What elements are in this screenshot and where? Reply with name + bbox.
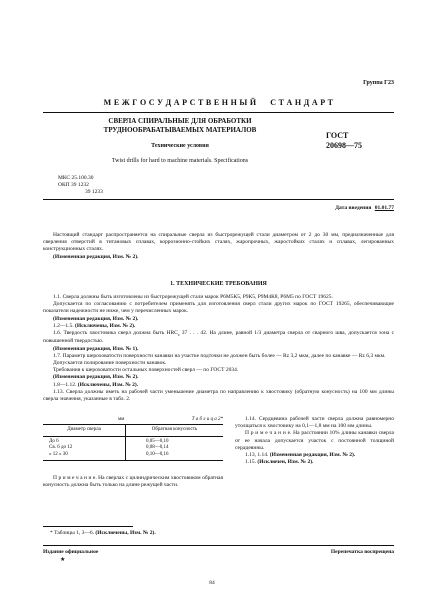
- para-1-7a: 1.7. Параметр шероховатости поверхности канавки на участке подточки не должен быть более — Rz 3,2 мкм, далее по канавке — Rz 6,3 мкм.: [53, 352, 386, 359]
- table-row: [43, 436, 223, 445]
- table-block: [43, 416, 223, 489]
- footer-official: Издание официальное: [43, 549, 99, 555]
- footer-divider: [43, 545, 394, 546]
- table-unit: мм: [118, 417, 125, 422]
- para-1-6-sub: э: [177, 332, 180, 338]
- para-1-6-frac: 1/3: [254, 330, 262, 337]
- code-okp: ОКП 39 1232: [58, 182, 89, 188]
- star-icon: ★: [60, 557, 66, 563]
- footnote-prefix: * Таблицы 1, 3—6.: [50, 530, 95, 536]
- doc-title-line1: СВЕРЛА СПИРАЛЬНЫЕ ДЛЯ ОБРАБОТКИ: [108, 117, 252, 125]
- para-1-6-edition: (Измененная редакция, Изм. № 1).: [53, 345, 139, 352]
- para-1-14: 1.14. Сердцевина рабочей части сверла должна равномерно утолщаться к хвостовику на 0,1—1,8 мм на 100 мм длины.: [235, 416, 394, 430]
- footer-reprint: Перепечатка воспрещена: [330, 549, 394, 555]
- doc-title-line2: ТРУДНООБРАБАТЫВАЕМЫХ МАТЕРИАЛОВ: [103, 126, 257, 134]
- table-cell-diameter: До 6: [43, 436, 126, 445]
- english-title: Twist drills for hard to machine materials. Specifications: [111, 158, 249, 164]
- para-1-1: 1.1. Сверла должны быть изготовлены из быстрорежущей стали марок Р6М5К5, Р9К5, Р9М4К8, Р6М5 по ГОСТ 19625.: [53, 294, 333, 300]
- intro-date: [335, 205, 394, 212]
- para-1-13-14-prefix: 1.13, 1.14.: [245, 452, 269, 459]
- para-1-7c: Требования к шероховатости остальных поверхностей сверл — по ГОСТ 2034.: [53, 367, 239, 374]
- table-note: П р и м е ч а н и е. На сверлах с цилиндрическим хвостовиком обратная конусность должна быть только на длине режущей части.: [43, 475, 223, 489]
- page-number: 84: [209, 580, 215, 586]
- table-col-diameter: Диаметр сверла: [43, 425, 126, 437]
- intro-block: [43, 232, 394, 261]
- right-column: [235, 416, 394, 466]
- table-cell-taper: 0,10—0,16: [146, 451, 169, 457]
- para-1-2: [43, 323, 394, 330]
- table-cell-taper: 0,05—0,10: [146, 438, 169, 444]
- section-body: [43, 294, 394, 403]
- footnote-bold: (Исключены, Изм. № 2).: [95, 530, 156, 536]
- para-1-15-edition: (Исключен, Изм. № 2).: [257, 459, 314, 466]
- section-heading: 1. ТЕХНИЧЕСКИЕ ТРЕБОВАНИЯ: [170, 281, 267, 287]
- footnote: [50, 530, 156, 537]
- para-1-2-prefix: 1.2—1.5.: [53, 322, 74, 329]
- intro-text: Настоящий стандарт распространяется на спиральные сверла из быстрорежущей стали диаметром от 2 до 30 мм, предназначенные для сверления отверстий в титановых сплавах, коррозионно-стойких сталях, жаропрочных, жаростойких сталях и сплавах, легированных конструкционных сталях.: [43, 232, 394, 253]
- para-1-7-edition: (Измененная редакция, Изм. № 2).: [53, 374, 139, 381]
- table-col-taper: Обратная конусность: [151, 427, 198, 432]
- group-label: Группа Г23: [363, 80, 394, 86]
- footnote-divider: [43, 526, 133, 527]
- para-1-8: [43, 382, 394, 389]
- para-1-6a: 1.6. Твердость хвостовика сверл должна быть HRC: [53, 330, 178, 337]
- intro-date-label: Дата введения: [335, 205, 372, 211]
- right-note: П р и м е ч а н и е. На расстоянии 10% длины канавки сверла от ее начала допускается участок с постоянной толщиной сердцевины.: [235, 430, 394, 451]
- standard-title: М Е Ж Г О С У Д А Р С Т В Е Н Н Ы Й С Т А Н Д А Р Т: [103, 98, 334, 107]
- intro-date-value: 01.01.77: [374, 205, 394, 211]
- intro-edition: (Измененная редакция, Изм. № 2).: [53, 253, 139, 260]
- para-1-15-prefix: 1.15.: [245, 459, 256, 466]
- para-1-2-edition: (Исключены, Изм. № 2).: [75, 322, 136, 329]
- para-1-15: [235, 459, 394, 466]
- code-mks: МКС 25.100.30: [58, 175, 94, 181]
- table-row: [43, 452, 223, 461]
- gost-number: 20698—75: [326, 141, 362, 150]
- para-1-8-edition: (Исключены, Изм. № 2).: [77, 381, 139, 388]
- para-1-1b: Допускается по согласованию с потребителем применять для изготовления сверл стали других марок по ГОСТ 19265, обеспечивающие показатели надежности не ниже, чем у перечисленных марок.: [43, 301, 394, 315]
- table-cell-diameter: » 12 » 30: [43, 452, 126, 461]
- table-cell-taper: 0,08—0,14: [146, 445, 169, 450]
- taper-table: [43, 424, 223, 461]
- para-1-13: 1.13. Сверла должны иметь на рабочей части уменьшение диаметра по направлению к хвостовику (обратную конусность) на 100 мм длины сверла значения, указанные в табл. 2.: [43, 388, 394, 402]
- para-1-8-prefix: 1.8—1.12.: [53, 381, 77, 388]
- para-1-1-edition: (Измененная редакция, Изм. № 2).: [53, 315, 139, 322]
- header-divider: [43, 112, 394, 113]
- doc-subtitle: Технические условия: [151, 143, 209, 149]
- codes-divider: [43, 199, 394, 200]
- para-1-6: [43, 330, 394, 346]
- para-1-7b: Допускается полирование поверхности канавок.: [53, 359, 167, 366]
- code-okp-2: 39 1233: [85, 189, 103, 195]
- table-caption: Т а б л и ц а 2*: [191, 417, 223, 422]
- para-1-6b: 37 . . . 42. На длине, равной: [179, 330, 253, 337]
- para-1-6c: диаметра сверла от сварного шва, допускается зона с повышенной твердостью.: [43, 330, 395, 345]
- gost-label: ГОСТ: [326, 131, 349, 140]
- table-cell-diameter: Св. 6 до 12: [43, 445, 126, 452]
- para-1-13-14-edition: (Измененная редакция, Изм. № 2).: [269, 452, 356, 459]
